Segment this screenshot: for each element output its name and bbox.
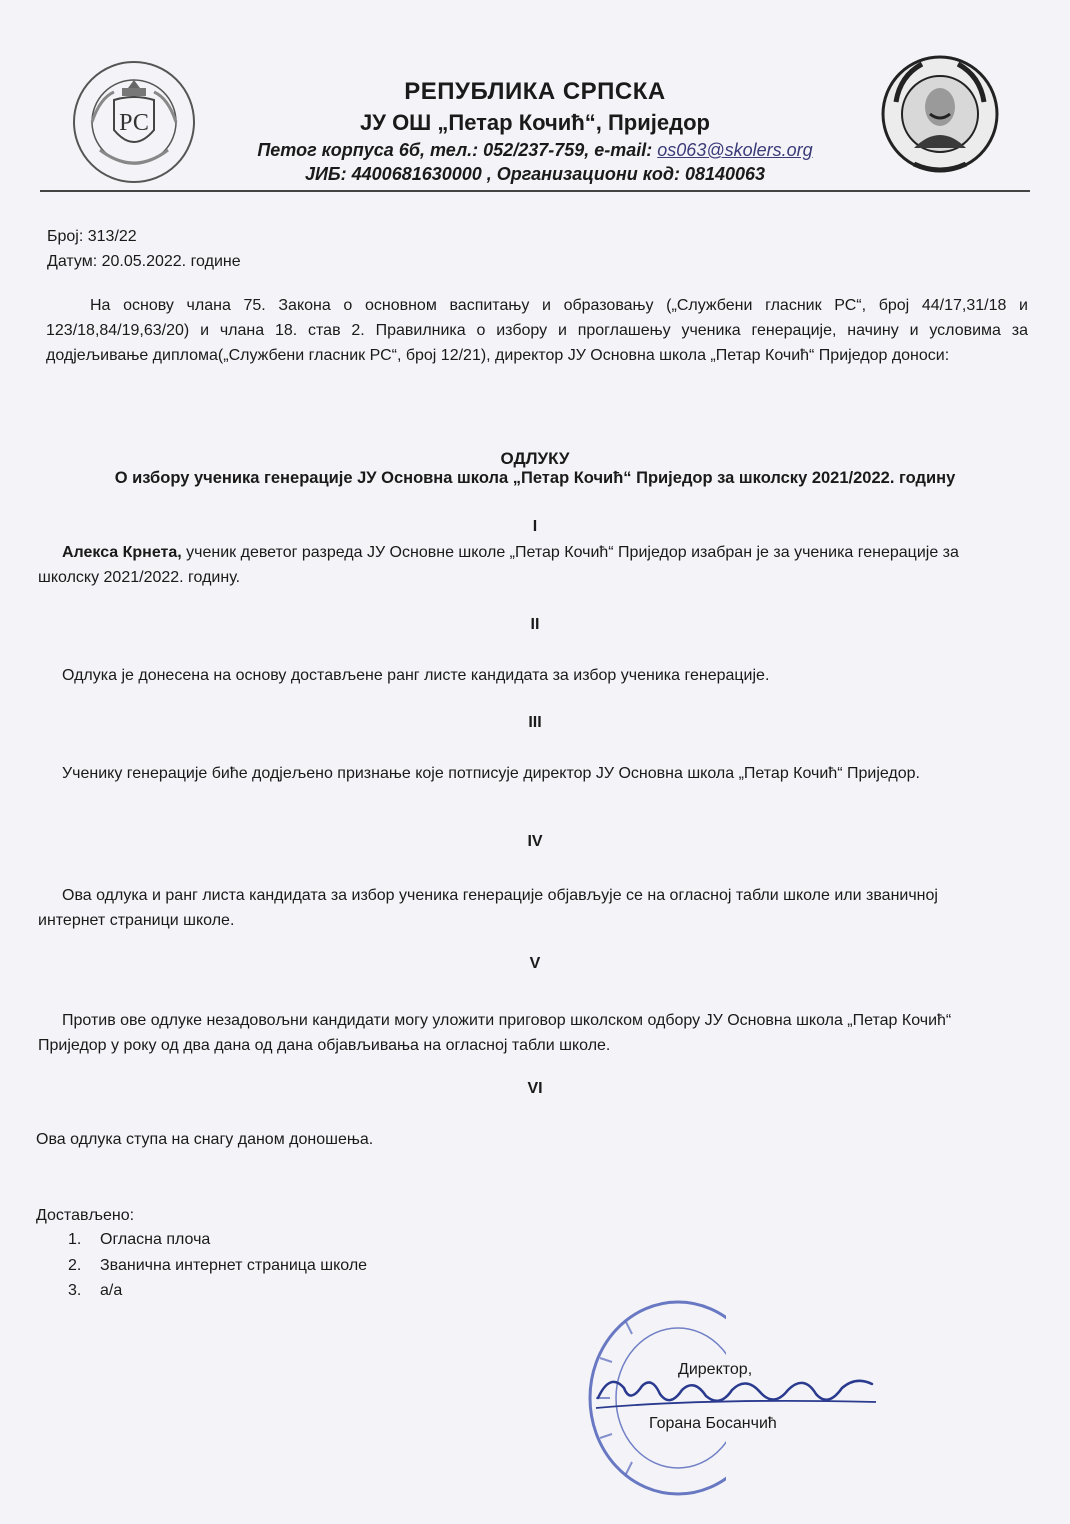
header-country: РЕПУБЛИКА СРПСКА — [404, 78, 666, 105]
delivered-item — [68, 1227, 210, 1252]
decision-title: ОДЛУКУ — [500, 449, 570, 468]
signature-name: Горана Босанчић — [649, 1415, 777, 1432]
delivered-item-number: 1. — [68, 1231, 82, 1248]
section-text-4: Ова одлука и ранг листа кандидата за избор ученика генерације објављује се на огласној табли школе или званичној интернет страници школе. — [38, 887, 938, 929]
delivered-item-text: а/а — [100, 1282, 123, 1299]
delivered-item-number: 3. — [68, 1282, 82, 1299]
delivered-item-number: 2. — [68, 1257, 82, 1274]
republika-srpska-seal-icon — [70, 58, 198, 186]
handwritten-signature-icon — [590, 1368, 880, 1416]
signature-title: Директор, — [678, 1361, 753, 1378]
header-email-link[interactable]: os063@skolers.org — [657, 140, 813, 160]
svg-text:РС: РС — [119, 110, 149, 136]
header-school-name: ЈУ ОШ „Петар Кочић“, Приједор — [360, 110, 710, 135]
header-divider — [40, 190, 1030, 192]
school-seal-portrait-icon — [880, 52, 1000, 182]
student-name: Алекса Крнета, — [62, 544, 182, 561]
section-text-1-body: ученик деветог разреда ЈУ Основне школе „Петар Кочић“ Приједор изабран је за ученика генерације за школску 2021/2022. годину. — [38, 544, 959, 586]
section-number-6: VI — [527, 1080, 543, 1097]
delivered-item-text: Званична интернет страница школе — [100, 1257, 368, 1274]
decision-subtitle: О избору ученика генерације ЈУ Основна школа „Петар Кочић“ Приједор за школску 2021/2022. годину — [114, 469, 956, 487]
delivered-label: Достављено: — [36, 1207, 135, 1224]
header-contact — [200, 140, 870, 161]
section-text-5: Против ове одлуке незадовољни кандидати могу уложити приговор школском одбору ЈУ Основна школа „Петар Кочић“ Приједор у року од два дана од дана објављивања на огласној табли школе. — [38, 1012, 952, 1054]
section-number-5: V — [529, 955, 541, 972]
document-date: Датум: 20.05.2022. године — [47, 253, 241, 270]
section-number-4: IV — [527, 833, 543, 850]
section-number-2: II — [530, 616, 540, 633]
delivered-item — [68, 1278, 122, 1303]
delivered-item-text: Огласна плоча — [100, 1231, 211, 1248]
intro-paragraph: На основу члана 75. Закона о основном васпитању и образовању („Службени гласник РС“, број 44/17,31/18 и 123/18,84/19,63/20) и члана 18. став 2. Правилника о избору и проглашењу ученика генерације, начину и условима за додјељивање диплома(„Службени гласник РС“, број 12/21), директор ЈУ Основна школа „Петар Кочић“ Приједор доноси: — [46, 297, 1028, 364]
delivered-item — [68, 1253, 367, 1278]
section-text-3: Ученику генерације биће додјељено признање које потписује директор ЈУ Основна школа „Петар Кочић“ Приједор. — [62, 765, 920, 782]
section-text-6: Ова одлука ступа на снагу даном доношења. — [36, 1131, 374, 1148]
section-text-2: Одлука је донесена на основу достављене ранг листе кандидата за избор ученика генерације. — [62, 667, 770, 684]
section-number-1: I — [532, 518, 538, 535]
header-ids: ЈИБ: 4400681630000 , Организациони код: 08140063 — [304, 164, 766, 184]
section-number-3: III — [528, 714, 542, 731]
document-number: Број: 313/22 — [47, 228, 137, 245]
header-address: Петог корпуса 6б, тел.: 052/237-759, e-mail: — [257, 140, 658, 160]
section-text-1 — [38, 540, 978, 590]
